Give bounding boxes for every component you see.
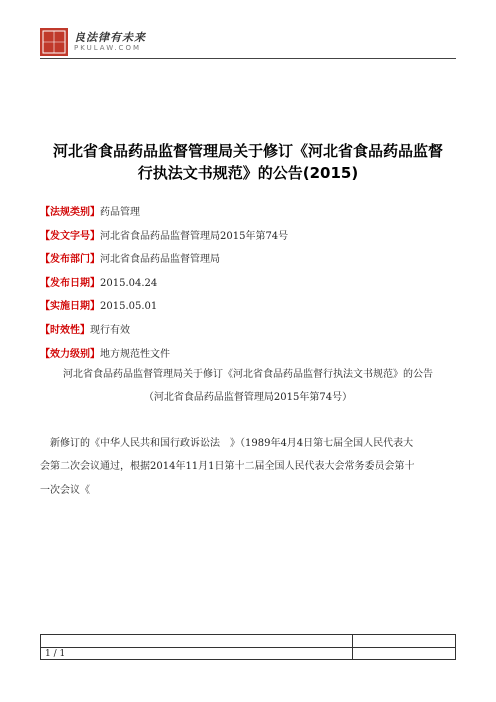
meta-effective-date: 【实施日期】2015.05.01	[40, 301, 158, 312]
page-title	[40, 140, 456, 184]
title-line-2: 行执法文书规范》的公告(2015)	[137, 164, 359, 182]
meta-level: 【效力级别】地方规范性文件	[40, 349, 170, 360]
header-divider	[40, 58, 456, 59]
document-number: （河北省食品药品监督管理局2015年第74号）	[143, 392, 353, 403]
meta-publish-date: 【发布日期】2015.04.24	[40, 278, 158, 289]
pkulaw-logo-icon	[40, 28, 68, 56]
page-footer	[40, 634, 456, 660]
title-line-1: 河北省食品药品监督管理局关于修订《河北省食品药品监督	[52, 142, 443, 160]
site-slogan: 良法律有未来	[74, 31, 146, 44]
meta-doc-number: 【发文字号】河北省食品药品监督管理局2015年第74号	[40, 231, 289, 242]
document-title: 河北省食品药品监督管理局关于修订《河北省食品药品监督行执法文书规范》的公告	[63, 369, 433, 380]
header	[40, 28, 456, 56]
body-line-3: 一次会议《	[40, 485, 90, 496]
meta-validity: 【时效性】现行有效	[40, 325, 130, 336]
body-line-2: 会第二次会议通过，根据2014年11月1日第十二届全国人民代表大会常务委员会第十	[40, 461, 415, 472]
meta-category: 【法规类别】药品管理	[40, 207, 140, 218]
body-line-1: 新修订的《中华人民共和国行政诉讼法 》（1989年4月4日第七届全国人民代表大	[50, 438, 414, 449]
site-domain: PKULAW.COM	[74, 44, 141, 52]
page-number: 1 / 1	[45, 649, 66, 659]
footer-divider	[41, 647, 455, 648]
meta-issuer: 【发布部门】河北省食品药品监督管理局	[40, 254, 220, 265]
